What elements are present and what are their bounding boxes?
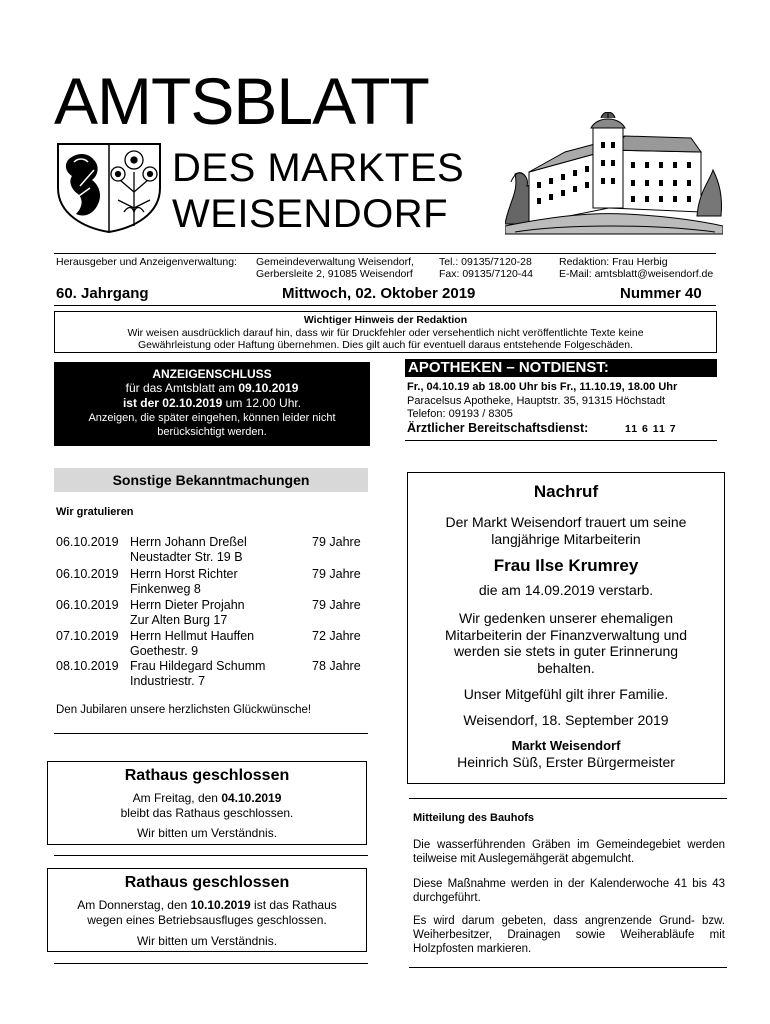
rathaus2-line1-date: 10.10.2019 bbox=[190, 898, 251, 912]
apotheken-phone: Telefon: 09193 / 8305 bbox=[407, 408, 513, 420]
birthday-person bbox=[130, 535, 310, 565]
bauhof-p2: Diese Maßnahme werden in der Kalenderwoche 41 bis 43 durchgeführt. bbox=[413, 878, 725, 904]
nachruf-p2: Mitarbeiterin der Finanzverwaltung und bbox=[444, 626, 687, 643]
apotheken-period: Fr., 04.10.19 ab 18.00 Uhr bis Fr., 11.10.19, 18.00 Uhr bbox=[407, 381, 678, 393]
notice-title: Wichtiger Hinweis der Redaktion bbox=[303, 314, 468, 326]
birthday-age: 72 Jahre bbox=[312, 629, 361, 643]
nachruf-place-date: Weisendorf, 18. September 2019 bbox=[463, 712, 669, 728]
rathaus2-line1-text: Am Donnerstag, den bbox=[77, 898, 191, 912]
nachruf-signer-org: Markt Weisendorf bbox=[511, 738, 621, 753]
rathaus1-line1-date: 04.10.2019 bbox=[221, 791, 282, 805]
notice-line1: Wir weisen ausdrücklich darauf hin, dass wir für Druckfehler oder versehentlich nicht veröffentlichte Texte keine bbox=[127, 327, 644, 339]
gratulieren-closing: Den Jubilaren unsere herzlichsten Glückwünsche! bbox=[56, 704, 312, 716]
birthday-street: Neustadter Str. 19 B bbox=[130, 550, 243, 564]
masthead-line2: DES MARKTES bbox=[172, 146, 465, 190]
birthday-age: 78 Jahre bbox=[312, 659, 361, 673]
birthday-street: Goethestr. 9 bbox=[130, 644, 199, 658]
birthday-age: 79 Jahre bbox=[312, 598, 361, 612]
nachruf-died: die am 14.09.2019 verstarb. bbox=[478, 582, 654, 598]
anzeigenschluss-line1-text: für das Amtsblatt am bbox=[125, 381, 239, 395]
rathaus2-line3: Wir bitten um Verständnis. bbox=[136, 934, 278, 948]
birthday-name: Herrn Horst Richter bbox=[130, 567, 238, 581]
publisher-label: Herausgeber und Anzeigenverwaltung: bbox=[56, 256, 237, 268]
birthday-date: 06.10.2019 bbox=[56, 535, 119, 549]
birthday-age: 79 Jahre bbox=[312, 567, 361, 581]
anzeigenschluss-box bbox=[54, 362, 370, 446]
birthday-age: 79 Jahre bbox=[312, 535, 361, 549]
notice-line2: Gewährleistung oder Haftung übernehmen. Dies gilt auch für eventuell daraus entstehende Folgeschäden. bbox=[138, 339, 633, 351]
nachruf-intro2: langjährige Mitarbeiterin bbox=[491, 531, 641, 547]
birthday-date: 06.10.2019 bbox=[56, 567, 119, 581]
apotheken-address: Paracelsus Apotheke, Hauptstr. 35, 91315 Höchstadt bbox=[407, 395, 666, 407]
rathaus1-title: Rathaus geschlossen bbox=[124, 767, 290, 784]
bauhof-p3: Es wird darum gebeten, dass angrenzende Grund- bzw. Weiherbesitzer, Drainagen sowie Weiherabläufe mit Holzpfosten markieren. bbox=[413, 915, 725, 955]
birthday-person bbox=[130, 567, 310, 597]
rathaus2-line1-tail: ist das Rathaus bbox=[250, 898, 337, 912]
birthday-street: Industriestr. 7 bbox=[130, 674, 206, 688]
nachruf-p1: Wir gedenken unserer ehemaligen bbox=[458, 610, 673, 626]
publisher-editor: Redaktion: Frau Herbig bbox=[559, 256, 668, 268]
birthday-person bbox=[130, 598, 310, 628]
anzeigenschluss-line2-date: ist der 02.10.2019 bbox=[122, 396, 223, 410]
birthday-name: Herrn Johann Dreßel bbox=[130, 535, 247, 549]
arzt-number: 11 6 11 7 bbox=[625, 423, 677, 435]
birthday-date: 06.10.2019 bbox=[56, 598, 119, 612]
birthday-name: Frau Hildegard Schumm bbox=[130, 659, 266, 673]
apotheken-title: APOTHEKEN – NOTDIENST: bbox=[405, 359, 717, 377]
anzeigenschluss-line3: Anzeigen, die später eingehen, können leider nicht bbox=[88, 412, 336, 424]
masthead-title: AMTSBLATT bbox=[54, 64, 429, 138]
birthday-name: Herrn Hellmut Hauffen bbox=[130, 629, 255, 643]
arzt-label: Ärztlicher Bereitschaftsdienst: bbox=[407, 421, 589, 435]
nachruf-signer: Heinrich Süß, Erster Bürgermeister bbox=[457, 754, 675, 770]
rathaus-closed-box-1 bbox=[47, 761, 367, 845]
anzeigenschluss-line4: berücksichtigt werden. bbox=[157, 426, 267, 438]
publisher-tel: Tel.: 09135/7120-28 bbox=[439, 256, 532, 268]
birthday-date: 07.10.2019 bbox=[56, 629, 119, 643]
birthday-street: Finkenweg 8 bbox=[130, 582, 201, 596]
publisher-org-line1: Gemeindeverwaltung Weisendorf, bbox=[256, 256, 414, 268]
nachruf-name: Frau Ilse Krumrey bbox=[493, 556, 639, 575]
nachruf-p3: werden sie stets in guter Erinnerung bbox=[453, 643, 679, 659]
issue-date: Mittwoch, 02. Oktober 2019 bbox=[282, 285, 476, 302]
publisher-fax: Fax: 09135/7120-44 bbox=[439, 268, 533, 280]
anzeigenschluss-line2-text: um 12.00 Uhr. bbox=[222, 396, 302, 410]
rathaus1-line3: Wir bitten um Verständnis. bbox=[136, 826, 278, 840]
birthday-person bbox=[130, 659, 310, 689]
birthday-name: Herrn Dieter Projahn bbox=[130, 598, 245, 612]
rathaus1-line1-text: Am Freitag, den bbox=[132, 791, 222, 805]
rathaus2-line2: wegen eines Betriebsausfluges geschlossen. bbox=[87, 913, 327, 927]
castle-illustration bbox=[505, 112, 723, 238]
nachruf-p4: behalten. bbox=[537, 659, 595, 676]
masthead-line3: WEISENDORF bbox=[172, 192, 449, 236]
bauhof-p1: Die wasserführenden Gräben im Gemeindegebiet werden teilweise mit Auslegemähgerät abgemulcht. bbox=[413, 839, 725, 865]
rathaus-closed-box-2 bbox=[47, 868, 367, 952]
nachruf-sympathy: Unser Mitgefühl gilt ihrer Familie. bbox=[463, 686, 669, 702]
gratulieren-heading: Wir gratulieren bbox=[56, 506, 134, 518]
nachruf-title: Nachruf bbox=[533, 482, 599, 501]
nachruf-intro1: Der Markt Weisendorf trauert um seine bbox=[445, 514, 687, 530]
rathaus1-line2: bleibt das Rathaus geschlossen. bbox=[120, 806, 294, 820]
bauhof-title: Mitteilung des Bauhofs bbox=[413, 812, 534, 824]
birthday-person bbox=[130, 629, 310, 659]
coat-of-arms-logo bbox=[54, 142, 164, 234]
publisher-email: E-Mail: amtsblatt@weisendorf.de bbox=[559, 268, 714, 280]
birthday-date: 08.10.2019 bbox=[56, 659, 119, 673]
issue-year: 60. Jahrgang bbox=[56, 285, 149, 302]
anzeigenschluss-title: ANZEIGENSCHLUSS bbox=[152, 367, 272, 381]
anzeigenschluss-line1-date: 09.10.2019 bbox=[238, 381, 299, 395]
publisher-org-line2: Gerbersleite 2, 91085 Weisendorf bbox=[256, 268, 413, 280]
sonstige-heading: Sonstige Bekanntmachungen bbox=[54, 468, 368, 492]
birthday-street: Zur Alten Burg 17 bbox=[130, 613, 228, 627]
editorial-notice bbox=[54, 311, 717, 353]
nachruf-box bbox=[407, 472, 725, 784]
issue-number: Nummer 40 bbox=[620, 285, 702, 302]
rathaus2-title: Rathaus geschlossen bbox=[124, 874, 290, 891]
